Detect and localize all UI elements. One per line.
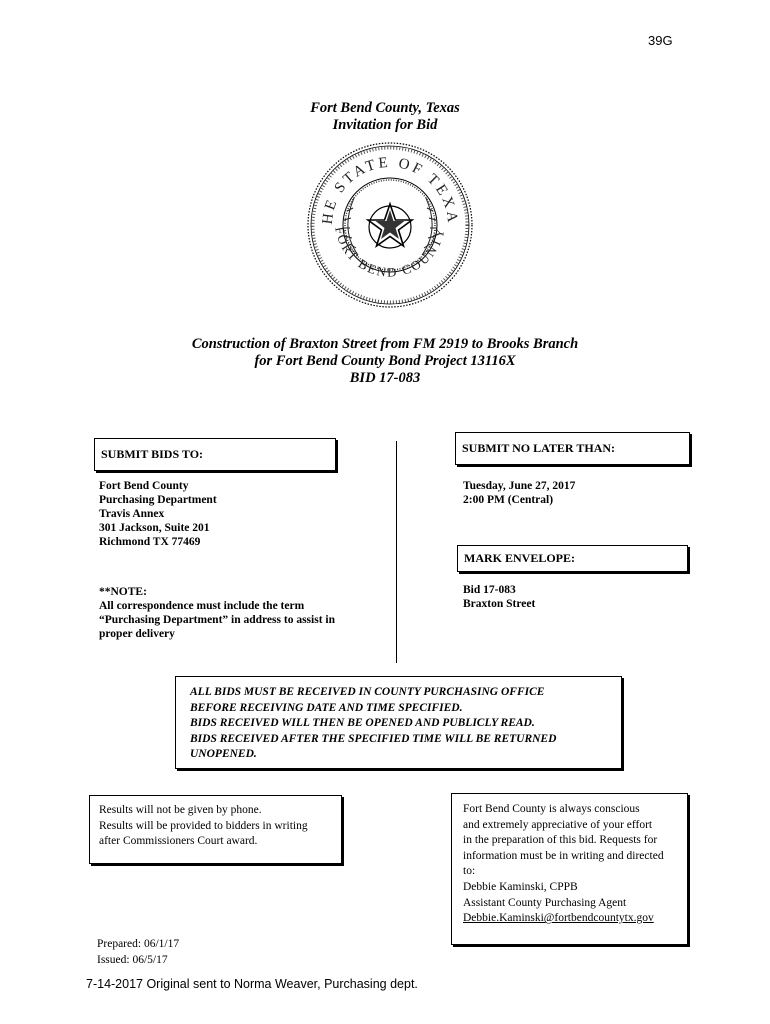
document-dates [97,936,179,968]
address-line: Travis Annex [99,508,165,520]
mark-envelope-label-box [457,545,688,572]
document-header [0,100,770,134]
contact-email-link[interactable]: Debbie.Kaminski@fortbendcountytx.gov [463,912,654,925]
submit-address [99,479,217,549]
submit-bids-to-label: SUBMIT BIDS TO: [101,447,204,461]
project-title [0,336,770,387]
project-line-2: for Fort Bend County Bond Project 13116X [254,353,516,369]
results-line: Results will be provided to bidders in writing [99,819,308,832]
handwritten-footer-note: 7-14-2017 Original sent to Norma Weaver, Purchasing dept. [86,977,418,991]
notice-line: BIDS RECEIVED AFTER THE SPECIFIED TIME WILL BE RETURNED [190,732,557,745]
invitation-title: Invitation for Bid [332,117,438,133]
contact-line: information must be in writing and directed [463,849,664,862]
issued-date: Issued: 06/5/17 [97,954,168,966]
address-line: Purchasing Department [99,494,217,506]
envelope-marking [463,583,535,611]
contact-line: to: [463,865,476,878]
note-line: proper delivery [99,628,175,640]
contact-line: in the preparation of this bid. Requests for [463,834,658,847]
seal-top-text: HE STATE OF TEXA [319,154,461,226]
address-line: Richmond TX 77469 [99,536,201,548]
submission-deadline [463,479,575,507]
results-line: after Commissioners Court award. [99,835,258,847]
contact-line: and extremely appreciative of your effort [463,818,653,831]
column-divider [396,441,397,663]
results-info-box [89,795,342,864]
prepared-date: Prepared: 06/1/17 [97,938,180,950]
notice-line: BIDS RECEIVED WILL THEN BE OPENED AND PUBLICLY READ. [190,717,535,729]
submit-bids-to-label-box [94,438,336,471]
seal-bottom-text: FORT BEND COUNTY [332,225,448,280]
project-line-1: Construction of Braxton Street from FM 2919 to Brooks Branch [191,336,579,352]
contact-name: Debbie Kaminski, CPPB [463,880,578,893]
submit-no-later-than-label-box [455,432,690,465]
correspondence-note [99,585,335,641]
mark-envelope-label: MARK ENVELOPE: [464,551,575,565]
envelope-line: Bid 17-083 [463,584,516,596]
submit-no-later-than-label: SUBMIT NO LATER THAN: [462,441,616,455]
svg-text:THE STATE OF TEXAS [306,140,460,226]
note-line: “Purchasing Department” in address to assist in [99,614,335,626]
contact-title: Assistant County Purchasing Agent [463,896,627,909]
results-line: Results will not be given by phone. [99,804,262,816]
contact-info-box [451,793,688,945]
note-label: **NOTE: [99,586,147,598]
address-line: 301 Jackson, Suite 201 [99,522,210,534]
contact-line: Fort Bend County is always conscious [463,803,640,815]
notice-line: ALL BIDS MUST BE RECEIVED IN COUNTY PURCHASING OFFICE [190,686,545,698]
county-title: Fort Bend County, Texas [310,100,460,116]
address-line: Fort Bend County [99,480,189,492]
page-number: 39G [648,33,673,48]
deadline-time: 2:00 PM (Central) [463,494,554,506]
envelope-line: Braxton Street [463,598,536,610]
bid-number: BID 17-083 [349,370,421,386]
note-line: All correspondence must include the term [99,600,305,612]
deadline-date: Tuesday, June 27, 2017 [463,480,576,492]
notice-line: BEFORE RECEIVING DATE AND TIME SPECIFIED. [190,701,463,714]
bid-receipt-notice-box [175,676,622,769]
notice-line: UNOPENED. [190,748,257,760]
texas-county-seal-icon [306,140,474,310]
